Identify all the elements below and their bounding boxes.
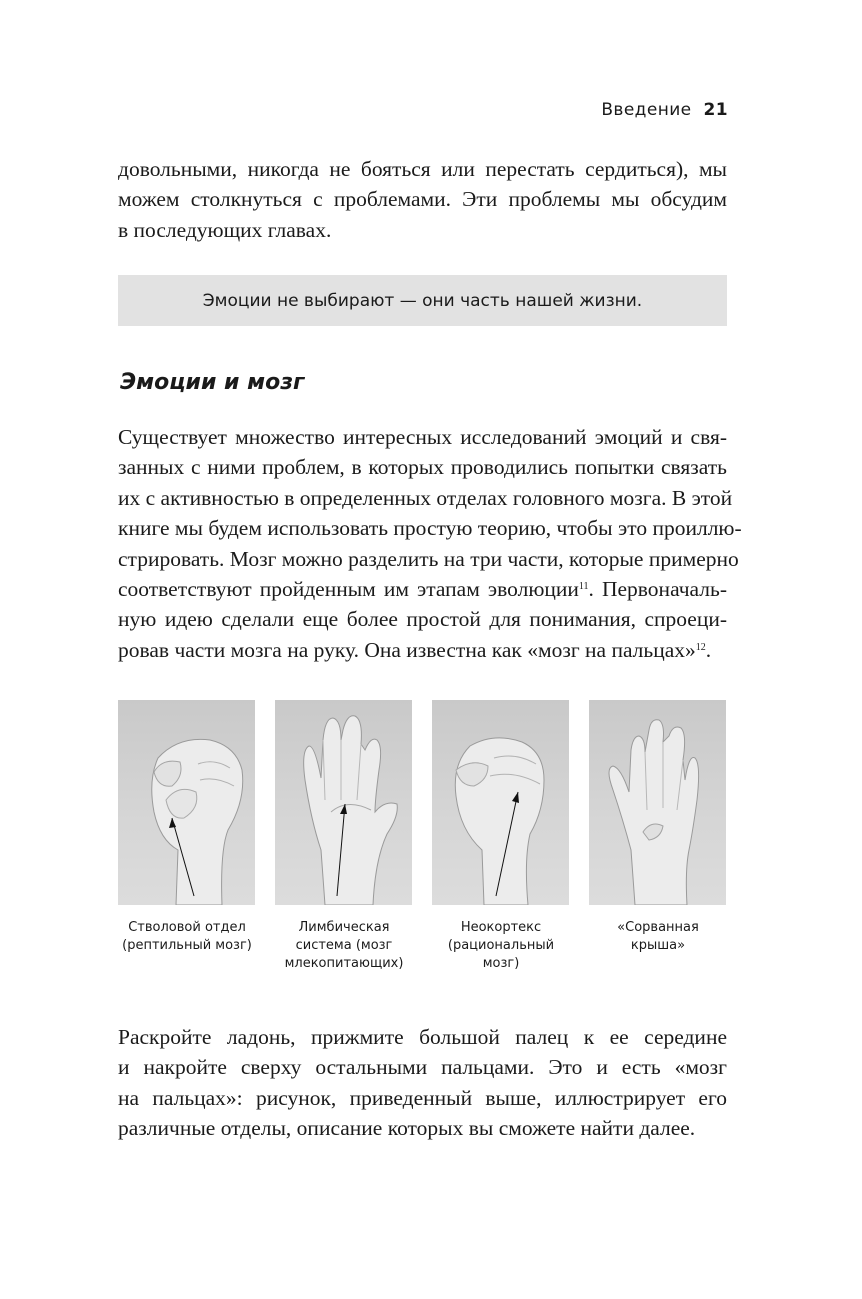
text-line: ную идею сделали еще более простой для понимания, спроеци- (118, 607, 727, 632)
hand-photo-flipped-lid (589, 700, 726, 905)
flipped-lid-hand-image (589, 700, 726, 905)
text-segment: . Первоначаль- (588, 577, 727, 602)
caption-line: (рациональный (447, 938, 555, 953)
text-line: занных с ними проблем, в которых проводились попытки связать (118, 455, 727, 480)
open-palm-hand-image (275, 700, 412, 905)
text-line: книге мы будем использовать простую теорию, чтобы это проиллю- (118, 516, 742, 541)
caption-line: (рептильный мозг) (122, 938, 252, 953)
running-head (601, 100, 728, 120)
callout-text: Эмоции не выбирают — они часть нашей жизни. (202, 290, 643, 311)
caption-line: мозг) (482, 956, 520, 971)
figure-caption-limbic (264, 919, 424, 973)
side-fist-hand-image (432, 700, 569, 905)
text-line: на пальцах»: рисунок, приведенный выше, иллюстрирует его (118, 1085, 727, 1110)
footnote-ref-12[interactable]: 12 (695, 641, 706, 653)
figure-caption-neocortex (421, 919, 581, 973)
text-segment: соответствуют пройденным им этапам эволюции (118, 577, 579, 602)
text-segment: . (705, 637, 712, 662)
text-line (118, 635, 727, 665)
text-line: стрировать. Мозг можно разделить на три части, которые примерно (118, 546, 739, 571)
caption-line: Стволовой отдел (128, 920, 246, 935)
hand-photo-open-palm (275, 700, 412, 905)
text-segment: ровав части мозга на руку. Она известна как «мозг на пальцах» (118, 637, 696, 662)
text-line: и накройте сверху остальными пальцами. Это и есть «мозг (118, 1055, 727, 1080)
callout-box (118, 275, 727, 326)
text-line: Раскройте ладонь, прижмите большой палец к ее середине (118, 1025, 727, 1049)
caption-line: «Сорванная (617, 920, 699, 935)
fist-hand-image (118, 700, 255, 905)
text-line: в последующих главах. (118, 217, 332, 242)
hand-photo-side-fist (432, 700, 569, 905)
caption-line: система (мозг (295, 938, 393, 953)
caption-line: Неокортекс (460, 920, 542, 935)
text-line: различные отделы, описание которых вы сможете найти далее. (118, 1116, 696, 1141)
page-number: 21 (703, 100, 728, 120)
footnote-ref-11[interactable]: 11 (578, 581, 589, 593)
text-line: их с активностью в определенных отделах головного мозга. В этой (118, 485, 733, 510)
paragraph-intro-continued (118, 154, 727, 245)
section-heading: Эмоции и мозг (120, 370, 305, 395)
chapter-title: Введение (601, 100, 692, 120)
caption-line: млекопитающих) (284, 956, 404, 971)
caption-line: Лимбическая (298, 920, 390, 935)
caption-line: крыша» (630, 938, 686, 953)
hand-photo-fist (118, 700, 255, 905)
figure-caption-flipped-lid (578, 919, 738, 955)
text-line: довольными, никогда не бояться или перестать сердиться), мы (118, 157, 727, 181)
figure-caption-brainstem (107, 919, 267, 955)
paragraph-emotions-brain (118, 422, 742, 665)
paragraph-hand-model (118, 1022, 727, 1144)
text-line: можем столкнуться с проблемами. Эти проблемы мы обсудим (118, 187, 727, 212)
text-line: Существует множество интересных исследований эмоций и свя- (118, 425, 727, 449)
text-line (118, 574, 727, 604)
